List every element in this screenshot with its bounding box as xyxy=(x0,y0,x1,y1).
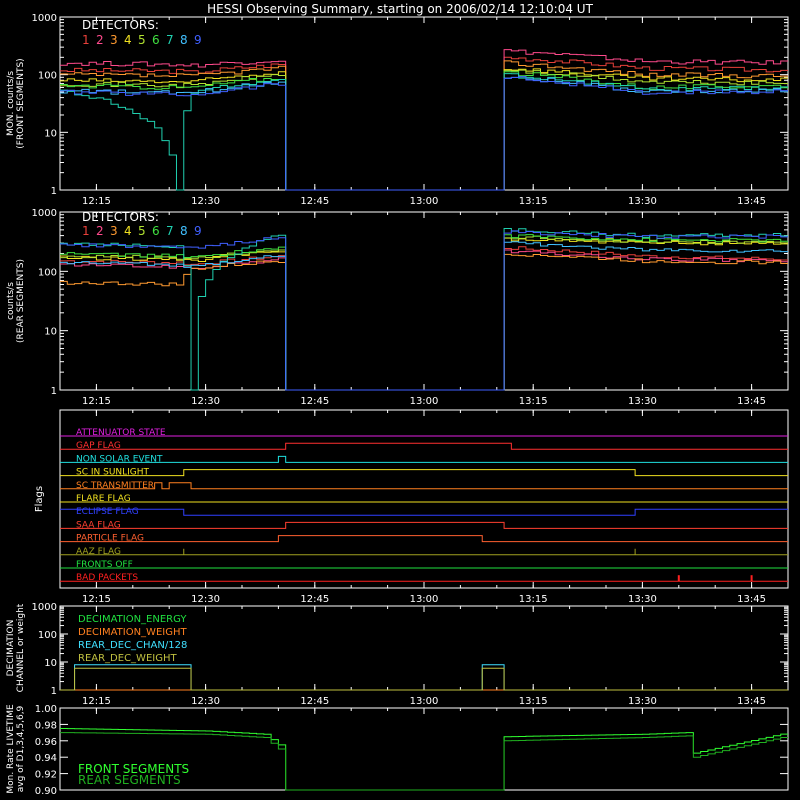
front-detector-number: 7 xyxy=(166,33,174,47)
front-detector-number: 3 xyxy=(110,33,118,47)
flag-line-2 xyxy=(60,454,788,465)
rear-detector-number: 5 xyxy=(138,224,146,238)
flags-xtick-label: 13:45 xyxy=(737,594,767,605)
decimation-xtick-label: 12:15 xyxy=(81,696,111,707)
decimation-xtick-label: 12:45 xyxy=(300,696,330,707)
rear-xtick-label: 12:15 xyxy=(81,396,111,407)
front-ytick-label: 100 xyxy=(37,70,57,82)
rear-detectors-label: DETECTORS: xyxy=(82,210,159,224)
rear-xtick-label: 12:45 xyxy=(300,396,330,407)
rear-series-3 xyxy=(60,254,788,390)
flags-xtick-label: 12:45 xyxy=(300,594,330,605)
front-ylabel: (FRONT SEGMENTS) xyxy=(16,58,26,149)
front-xtick-label: 12:45 xyxy=(300,196,330,207)
front-ytick-label: 1000 xyxy=(31,13,57,24)
rear-xtick-label: 13:30 xyxy=(627,396,657,407)
flags-xtick-label: 12:15 xyxy=(81,594,111,605)
front-ytick-label: 1 xyxy=(50,186,57,197)
decimation-ylabel: DECIMATION xyxy=(6,619,16,677)
livetime-ylabel: avg of D1,3,4,5,6,9 xyxy=(16,705,26,793)
flags-ylabel: Flags xyxy=(34,485,45,513)
front-ylabel: MON. counts/s xyxy=(6,70,16,137)
flag-label-8: PARTICLE FLAG xyxy=(76,533,144,544)
flag-line-7 xyxy=(60,520,788,531)
livetime-legend-0: FRONT SEGMENTS xyxy=(78,762,190,776)
livetime-ytick-label: 0.92 xyxy=(34,769,57,781)
livetime-legend-1: REAR SEGMENTS xyxy=(78,773,181,787)
flags-xtick-label: 12:30 xyxy=(191,594,221,605)
decimation-legend-2: REAR_DEC_CHAN/128 xyxy=(78,640,188,651)
decimation-ylabel: CHANNEL or weight xyxy=(16,603,26,693)
flag-line-3 xyxy=(60,467,788,478)
decimation-xtick-label: 13:15 xyxy=(518,696,548,707)
flag-label-4: SC TRANSMITTER xyxy=(76,480,155,491)
decimation-ytick-label: 1000 xyxy=(31,602,57,613)
front-detector-number: 4 xyxy=(124,33,132,47)
rear-ylabel: (REAR SEGMENTS) xyxy=(16,258,26,344)
front-xtick-label: 13:00 xyxy=(409,196,439,207)
rear-xtick-label: 13:45 xyxy=(737,396,767,407)
flags-xtick-label: 13:15 xyxy=(518,594,548,605)
decimation-xtick-label: 13:45 xyxy=(737,696,767,707)
rear-xtick-label: 12:30 xyxy=(191,396,221,407)
livetime-ylabel: Mon. Rate LIVETIME xyxy=(6,704,16,794)
rear-detector-number: 2 xyxy=(96,224,104,238)
flag-label-7: SAA FLAG xyxy=(76,520,121,531)
flag-label-9: AAZ FLAG xyxy=(76,546,121,557)
rear-ytick-label: 100 xyxy=(37,267,57,279)
flag-label-6: ECLIPSE FLAG xyxy=(76,507,139,518)
flag-label-1: GAP FLAG xyxy=(76,441,121,452)
decimation-legend-1: DECIMATION_WEIGHT xyxy=(78,627,187,638)
front-series-9 xyxy=(60,77,788,190)
rear-ytick-label: 10 xyxy=(44,326,57,338)
rear-detector-number: 8 xyxy=(180,224,188,238)
front-xtick-label: 12:30 xyxy=(191,196,221,207)
front-detector-number: 2 xyxy=(96,33,104,47)
rear-detector-number: 9 xyxy=(194,224,202,238)
decimation-xtick-label: 13:00 xyxy=(409,696,439,707)
flag-line-9 xyxy=(60,546,788,557)
livetime-ytick-label: 0.90 xyxy=(34,786,57,797)
front-xtick-label: 12:15 xyxy=(81,196,111,207)
rear-series-7 xyxy=(60,229,788,390)
decimation-ytick-label: 100 xyxy=(37,630,57,641)
rear-series-8 xyxy=(60,242,788,390)
flag-label-0: ATTENUATOR STATE xyxy=(76,428,166,438)
front-detector-number: 5 xyxy=(138,33,146,47)
decimation-legend-0: DECIMATION_ENERGY xyxy=(78,614,187,625)
flag-label-11: BAD PACKETS xyxy=(76,573,139,584)
flag-line-8 xyxy=(60,533,788,544)
flags-frame xyxy=(60,410,788,588)
livetime-ytick-label: 0.94 xyxy=(34,753,57,765)
front-detector-number: 1 xyxy=(82,33,90,47)
decimation-xtick-label: 13:30 xyxy=(627,696,657,707)
front-series-1 xyxy=(60,57,788,190)
flag-label-5: FLARE FLAG xyxy=(76,494,131,504)
front-detector-number: 8 xyxy=(180,33,188,47)
panels xyxy=(6,13,788,797)
front-detectors-label: DETECTORS: xyxy=(82,18,159,32)
flag-label-3: SC IN SUNLIGHT xyxy=(76,467,150,478)
front-detector-number: 9 xyxy=(194,33,202,47)
front-detector-number: 6 xyxy=(152,33,160,47)
flags-xtick-label: 13:30 xyxy=(627,594,657,605)
decimation-xtick-label: 12:30 xyxy=(191,696,221,707)
decimation-ytick-label: 10 xyxy=(44,658,57,669)
front-xtick-label: 13:15 xyxy=(518,196,548,207)
rear-detector-number: 7 xyxy=(166,224,174,238)
front-xtick-label: 13:30 xyxy=(627,196,657,207)
rear-detector-number: 4 xyxy=(124,224,132,238)
rear-series-2 xyxy=(60,250,788,390)
flag-line-1 xyxy=(60,441,788,452)
decimation-ytick-label: 1 xyxy=(50,686,57,697)
flag-line-4 xyxy=(60,480,788,491)
rear-frame xyxy=(60,212,788,390)
rear-detector-number: 1 xyxy=(82,224,90,238)
flag-label-2: NON SOLAR EVENT xyxy=(76,454,163,465)
livetime-ytick-label: 0.98 xyxy=(34,720,57,732)
front-xtick-label: 13:45 xyxy=(737,196,767,207)
flag-line-6 xyxy=(60,507,788,518)
rear-detector-number: 6 xyxy=(152,224,160,238)
rear-ylabel: counts/s xyxy=(6,282,16,320)
flags-xtick-label: 13:00 xyxy=(409,594,439,605)
rear-xtick-label: 13:15 xyxy=(518,396,548,407)
flag-label-10: FRONTS OFF xyxy=(76,560,133,570)
decimation-legend-3: REAR_DEC_WEIGHT xyxy=(78,653,177,664)
rear-ytick-label: 1 xyxy=(50,386,57,397)
livetime-ytick-label: 0.96 xyxy=(34,736,57,748)
front-ytick-label: 10 xyxy=(44,128,57,140)
figure-title: HESSI Observing Summary, starting on 2006/02/14 12:10:04 UT xyxy=(207,2,593,16)
livetime-ytick-label: 1.00 xyxy=(34,704,57,715)
rear-detector-number: 3 xyxy=(110,224,118,238)
rear-xtick-label: 13:00 xyxy=(409,396,439,407)
rear-ytick-label: 1000 xyxy=(31,208,57,219)
